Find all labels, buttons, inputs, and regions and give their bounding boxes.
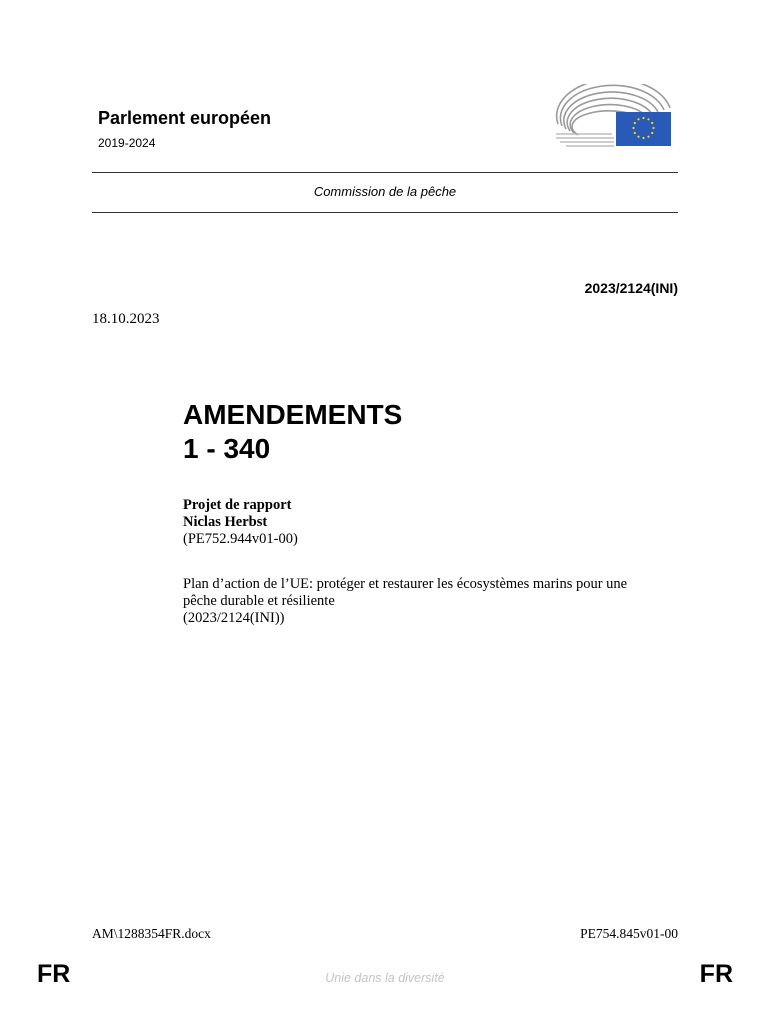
subject-procedure: (2023/2124(INI)) [183, 610, 285, 626]
institution-name: Parlement européen [98, 108, 272, 128]
language-code-left: FR [37, 960, 71, 988]
file-reference: AM\1288354FR.docx [92, 926, 211, 941]
amendment-range: 1 - 340 [183, 433, 271, 464]
header-divider-top [92, 172, 678, 173]
draft-reference: (PE752.944v01-00) [183, 531, 298, 547]
header-divider-bottom [92, 212, 678, 213]
draft-report-block [183, 497, 298, 548]
language-code-right: FR [699, 960, 733, 988]
legislative-term: 2019-2024 [98, 136, 156, 150]
subject-line: pêche durable et résiliente [183, 593, 335, 609]
draft-label: Projet de rapport [183, 497, 292, 513]
rapporteur-name: Niclas Herbst [183, 514, 268, 530]
committee-name: Commission de la pêche [313, 184, 457, 199]
document-date: 18.10.2023 [92, 311, 160, 327]
european-parliament-logo-icon [552, 84, 674, 150]
document-title: AMENDEMENTS [183, 399, 403, 430]
subject-line: Plan d’action de l’UE: protéger et restaurer les écosystèmes marins pour une [183, 576, 628, 592]
subject-block [183, 576, 683, 627]
pe-reference: PE754.845v01-00 [580, 926, 678, 941]
eu-motto: Unie dans la diversité [325, 971, 445, 985]
procedure-number: 2023/2124(INI) [584, 280, 678, 296]
